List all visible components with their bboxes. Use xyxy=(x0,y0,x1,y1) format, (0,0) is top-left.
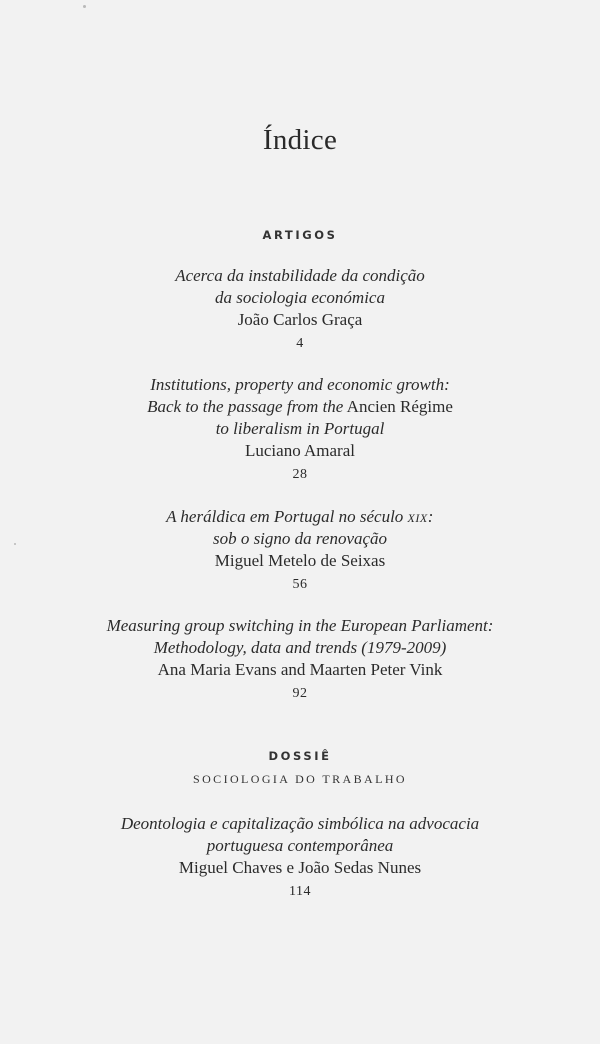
toc-entry[interactable] xyxy=(0,265,600,355)
entry-title-line: Deontologia e capitalização simbólica na advocacia xyxy=(120,814,480,833)
section-label-artigos: ARTIGOS xyxy=(262,228,338,242)
section-label-dossie: DOSSIÊ xyxy=(268,749,332,763)
entry-author: João Carlos Graça xyxy=(237,310,363,329)
entry-page-number: 4 xyxy=(296,336,304,351)
entry-page-number: 92 xyxy=(292,686,308,701)
entry-title-line: Measuring group switching in the European Parliament: xyxy=(106,616,494,635)
entry-title-line: Acerca da instabilidade da condição xyxy=(175,266,425,285)
entry-title-line xyxy=(0,506,600,528)
entry-page-number: 114 xyxy=(289,884,311,899)
entry-title-fragment: A heráldica em Portugal no século xyxy=(166,507,404,526)
entry-page-number: 56 xyxy=(292,577,308,592)
entry-author: Luciano Amaral xyxy=(245,441,355,460)
entry-title-fragment: Back to the passage from the xyxy=(147,397,344,416)
entry-title-line: sob o signo da renovação xyxy=(212,529,388,548)
toc-entry[interactable] xyxy=(0,506,600,596)
toc-entry[interactable] xyxy=(0,374,600,486)
entry-author: Ana Maria Evans and Maarten Peter Vink xyxy=(157,660,443,679)
entry-title-line: portuguesa contemporânea xyxy=(206,836,394,855)
entry-page-number: 28 xyxy=(292,467,308,482)
paper-speck xyxy=(83,5,86,8)
entry-title-line: da sociologia económica xyxy=(215,288,385,307)
section-subtitle: SOCIOLOGIA DO TRABALHO xyxy=(193,772,407,786)
toc-entry[interactable] xyxy=(0,615,600,705)
entry-title-line: to liberalism in Portugal xyxy=(215,419,385,438)
entry-title-line: Methodology, data and trends (1979-2009) xyxy=(153,638,447,657)
toc-entry[interactable] xyxy=(0,813,600,903)
entry-title-fragment: Ancien Régime xyxy=(346,397,453,416)
page-title: Índice xyxy=(262,124,338,156)
entry-title-line: Institutions, property and economic growth: xyxy=(150,375,450,394)
entry-author: Miguel Metelo de Seixas xyxy=(214,551,386,570)
entry-title-fragment: xix: xyxy=(407,507,434,526)
entry-author: Miguel Chaves e João Sedas Nunes xyxy=(178,858,422,877)
entry-title-line xyxy=(0,396,600,418)
